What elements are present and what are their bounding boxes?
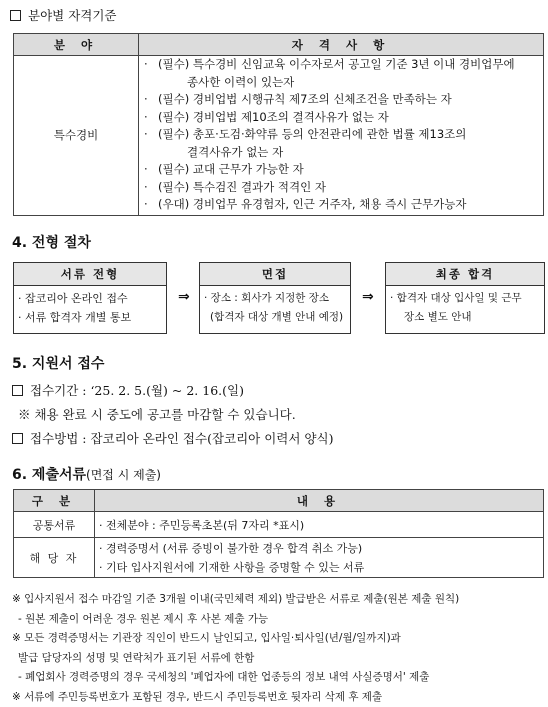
qualification-item [141, 56, 541, 74]
qualification-text: (필수) 경비업법 제10조의 결격사유가 없는 자 [158, 109, 389, 127]
col-header-type: 구 분 [14, 490, 95, 512]
field-cell: 특수경비 [14, 56, 139, 216]
application-method: 접수방법 : 잡코리아 온라인 접수(잡코리아 이력서 양식) [12, 429, 333, 447]
qualification-items [139, 56, 544, 216]
section-heading-process: 4. 전형 절차 [12, 232, 91, 252]
qualification-text: (우대) 경비업무 유경험자, 인근 거주자, 채용 즉시 근무가능자 [158, 196, 467, 214]
arrow-icon: ⇒ [178, 289, 190, 305]
col-header-qualifications: 자 격 사 항 [139, 34, 544, 56]
step-final-pass [385, 262, 545, 334]
heading-suffix: (면접 시 제출) [86, 468, 161, 482]
note-line: ※ 서류에 주민등록번호가 포함된 경우, 반드시 주민등록번호 뒷자리 삭제 후 제출 [12, 688, 459, 707]
section-heading-qualifications: 분야별 자격기준 [10, 6, 117, 24]
qualification-text: (필수) 경비업법 시행규칙 제7조의 신체조건을 만족하는 자 [158, 91, 452, 109]
step-line: · 합격자 대상 입사일 및 근무 [390, 289, 540, 308]
bullet-icon: · [141, 161, 158, 179]
doc-item: · 기타 입사지원서에 기재한 사항을 증명할 수 있는 서류 [99, 558, 543, 577]
section-heading-documents: 6. 제출서류(면접 시 제출) [12, 464, 161, 484]
qualification-text-continued: 결격사유가 없는 자 [141, 144, 541, 162]
note-line: 발급 담당자의 성명 및 연락처가 표기된 서류에 한함 [12, 649, 459, 669]
application-period: 접수기간 : ‘25. 2. 5.(월) ~ 2. 16.(일) [12, 381, 244, 399]
documents-table [13, 489, 544, 578]
section-heading-application: 5. 지원서 접수 [12, 353, 104, 373]
qualification-text: (필수) 특수경비 신임교육 이수자로서 공고일 기준 3년 이내 경비업무에 [158, 56, 515, 74]
qualification-item [141, 179, 541, 197]
step-interview [199, 262, 351, 334]
step-line: · 장소 : 회사가 지정한 장소 [204, 289, 346, 308]
doc-item: · 경력증명서 (서류 증빙이 불가한 경우 합격 취소 가능) [99, 539, 543, 558]
doc-type-cell: 공통서류 [14, 512, 95, 538]
checkbox-square-icon [12, 385, 23, 396]
document-notes [12, 590, 459, 707]
note-line: - 폐업회사 경력증명의 경우 국세청의 '폐업자에 대한 업종등의 정보 내역 사실증명서' 제출 [12, 668, 459, 688]
arrow-icon: ⇒ [362, 289, 374, 305]
qualification-item [141, 126, 541, 144]
note-line: ※ 모든 경력증명서는 기관장 직인이 반드시 날인되고, 입사일·퇴사일(년/월/일까지)과 [12, 629, 459, 649]
qualification-item [141, 161, 541, 179]
checkbox-square-icon [10, 10, 21, 21]
bullet-icon: · [141, 91, 158, 109]
step-line: · 서류 합격자 개별 통보 [18, 308, 162, 327]
early-close-note: ※ 채용 완료 시 중도에 공고를 마감할 수 있습니다. [18, 405, 296, 423]
step-title: 서류 전형 [14, 263, 166, 286]
step-line: · 잡코리아 온라인 접수 [18, 289, 162, 308]
qualification-text: (필수) 특수검진 결과가 적격인 자 [158, 179, 326, 197]
doc-items [95, 538, 544, 578]
step-title: 면접 [200, 263, 350, 286]
qualification-table [13, 33, 544, 216]
bullet-icon: · [141, 126, 158, 144]
doc-type-cell: 해 당 자 [14, 538, 95, 578]
col-header-content: 내 용 [95, 490, 544, 512]
qualification-text: (필수) 총포·도검·화약류 등의 안전관리에 관한 법률 제13조의 [158, 126, 466, 144]
step-line: (합격자 대상 개별 안내 예정) [204, 308, 346, 327]
col-header-field: 분 야 [14, 34, 139, 56]
checkbox-square-icon [12, 433, 23, 444]
step-document-screening [13, 262, 167, 334]
bullet-icon: · [141, 56, 158, 74]
note-line: ※ 입사지원서 접수 마감일 기준 3개월 이내(국민체력 제외) 발급받은 서류로 제출(원본 제출 원칙) [12, 590, 459, 610]
step-line: 장소 별도 안내 [390, 308, 540, 327]
qualification-item [141, 196, 541, 214]
bullet-icon: · [141, 109, 158, 127]
qualification-text-continued: 종사한 이력이 있는자 [141, 74, 541, 92]
step-title: 최종 합격 [386, 263, 544, 286]
bullet-icon: · [141, 179, 158, 197]
qualification-item [141, 109, 541, 127]
doc-item: · 전체분야 : 주민등록초본(뒤 7자리 *표시) [95, 512, 544, 538]
qualification-text: (필수) 교대 근무가 가능한 자 [158, 161, 304, 179]
note-line: - 원본 제출이 어려운 경우 원본 제시 후 사본 제출 가능 [12, 610, 459, 630]
bullet-icon: · [141, 196, 158, 214]
qualification-item [141, 91, 541, 109]
